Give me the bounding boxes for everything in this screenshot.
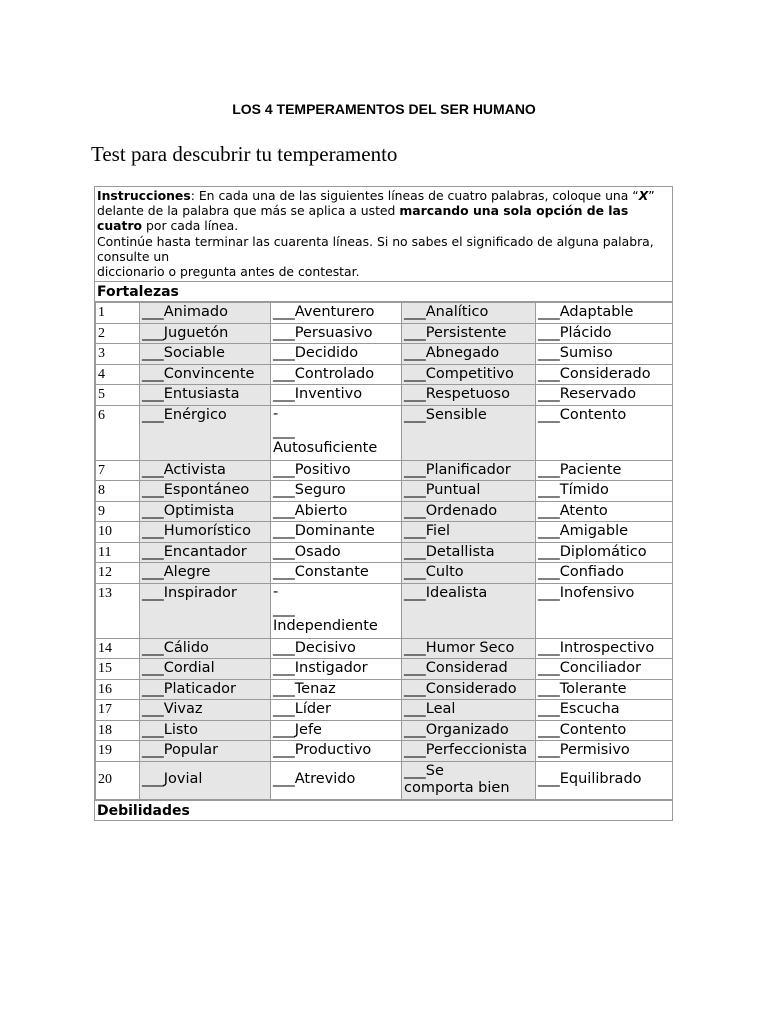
word-option[interactable]: ___Sumiso	[536, 344, 673, 365]
word-option[interactable]: ___Seguro	[271, 481, 402, 502]
row-number: 7	[96, 460, 140, 481]
word-option[interactable]: ___Diplomático	[536, 542, 673, 563]
word-option[interactable]: ___Persistente	[402, 323, 536, 344]
word-option[interactable]: ___Introspectivo	[536, 638, 673, 659]
word-option[interactable]: ___Líder	[271, 700, 402, 721]
word-option[interactable]: ___Cálido	[140, 638, 271, 659]
word-option[interactable]: ___Considerado	[536, 364, 673, 385]
test-table-frame	[94, 186, 673, 821]
word-option[interactable]: ___Animado	[140, 303, 271, 324]
table-row	[96, 679, 673, 700]
row-number: 17	[96, 700, 140, 721]
word-option[interactable]: ___Perfeccionista	[402, 741, 536, 762]
word-option[interactable]: ___Culto	[402, 563, 536, 584]
word-option[interactable]: ___Instigador	[271, 659, 402, 680]
word-option[interactable]: ___Encantador	[140, 542, 271, 563]
section-weaknesses: Debilidades	[95, 800, 672, 820]
word-option[interactable]: ___Juguetón	[140, 323, 271, 344]
word-option[interactable]: ___Contento	[536, 405, 673, 460]
word-option[interactable]: ___Considerad	[402, 659, 536, 680]
word-option[interactable]: ___Enérgico	[140, 405, 271, 460]
instructions-block	[95, 187, 672, 282]
word-option[interactable]: ___Humor Seco	[402, 638, 536, 659]
row-number: 5	[96, 385, 140, 406]
table-row	[96, 542, 673, 563]
table-row	[96, 700, 673, 721]
word-option[interactable]: ___Puntual	[402, 481, 536, 502]
word-option[interactable]: ___Abnegado	[402, 344, 536, 365]
word-option[interactable]: ___Atrevido	[271, 761, 402, 799]
row-number: 9	[96, 501, 140, 522]
word-option[interactable]: ___Entusiasta	[140, 385, 271, 406]
table-row	[96, 741, 673, 762]
row-number: 13	[96, 583, 140, 638]
row-number: 20	[96, 761, 140, 799]
row-number: 19	[96, 741, 140, 762]
word-option[interactable]: ___Ordenado	[402, 501, 536, 522]
word-option[interactable]: ___Permisivo	[536, 741, 673, 762]
word-option[interactable]: ___Espontáneo	[140, 481, 271, 502]
words-table-body	[96, 303, 673, 800]
row-number: 14	[96, 638, 140, 659]
table-row	[96, 501, 673, 522]
table-row	[96, 364, 673, 385]
word-option[interactable]: ___Platicador	[140, 679, 271, 700]
word-option[interactable]: ___Tímido	[536, 481, 673, 502]
word-option[interactable]: ___Fiel	[402, 522, 536, 543]
table-row	[96, 303, 673, 324]
word-option[interactable]: ___Amigable	[536, 522, 673, 543]
table-row	[96, 385, 673, 406]
word-option[interactable]: ___Se comporta bien	[402, 761, 536, 799]
instructions-label: Instrucciones	[97, 188, 191, 203]
row-number: 12	[96, 563, 140, 584]
word-option[interactable]: ___Adaptable	[536, 303, 673, 324]
word-option[interactable]: ___Listo	[140, 720, 271, 741]
word-option[interactable]: ___Convincente	[140, 364, 271, 385]
section-strengths: Fortalezas	[95, 282, 672, 302]
words-table	[95, 302, 673, 800]
instructions-x-mark: X	[638, 188, 649, 203]
word-option[interactable]: ___Escucha	[536, 700, 673, 721]
word-option[interactable]: ___Decidido	[271, 344, 402, 365]
row-number: 3	[96, 344, 140, 365]
document-title: LOS 4 TEMPERAMENTOS DEL SER HUMANO	[232, 101, 536, 117]
word-option[interactable]: ___Atento	[536, 501, 673, 522]
table-row	[96, 761, 673, 799]
word-option[interactable]: ___Aventurero	[271, 303, 402, 324]
word-option[interactable]: ___Inventivo	[271, 385, 402, 406]
word-option[interactable]: ___Optimista	[140, 501, 271, 522]
table-row	[96, 481, 673, 502]
row-number: 1	[96, 303, 140, 324]
word-option[interactable]: ___Contento	[536, 720, 673, 741]
word-option[interactable]: ___Persuasivo	[271, 323, 402, 344]
word-option[interactable]: ___Inspirador	[140, 583, 271, 638]
table-row	[96, 583, 673, 638]
word-option[interactable]: ___Activista	[140, 460, 271, 481]
word-option[interactable]: ___Considerado	[402, 679, 536, 700]
instructions-bold: marcando una sola opción de las cuatro	[97, 203, 629, 234]
word-option[interactable]: ___Productivo	[271, 741, 402, 762]
table-row	[96, 522, 673, 543]
word-option[interactable]: ___Paciente	[536, 460, 673, 481]
word-option[interactable]: ___Sociable	[140, 344, 271, 365]
row-number: 15	[96, 659, 140, 680]
instructions-text-3: por cada línea.	[142, 218, 239, 234]
row-number: 8	[96, 481, 140, 502]
word-option[interactable]: ___Reservado	[536, 385, 673, 406]
word-option[interactable]: - ___ Independiente	[271, 583, 402, 638]
table-row	[96, 720, 673, 741]
word-option[interactable]: ___Organizado	[402, 720, 536, 741]
table-row	[96, 323, 673, 344]
word-option[interactable]: ___Plácido	[536, 323, 673, 344]
word-option[interactable]: ___Analítico	[402, 303, 536, 324]
word-option[interactable]: ___Constante	[271, 563, 402, 584]
row-number: 2	[96, 323, 140, 344]
word-option[interactable]: ___Cordial	[140, 659, 271, 680]
table-row	[96, 659, 673, 680]
word-option[interactable]: ___Abierto	[271, 501, 402, 522]
word-option[interactable]: ___Tenaz	[271, 679, 402, 700]
instructions-text-1: : En cada una de las siguientes líneas de cuatro palabras, coloque una “	[190, 188, 639, 203]
table-row	[96, 563, 673, 584]
word-option[interactable]: ___Equilibrado	[536, 761, 673, 799]
instructions-line-3: diccionario o pregunta antes de contestar.	[97, 264, 360, 280]
word-option[interactable]: ___Positivo	[271, 460, 402, 481]
table-row	[96, 344, 673, 365]
word-option[interactable]: ___Inofensivo	[536, 583, 673, 638]
word-option[interactable]: - ___ Autosuficiente	[271, 405, 402, 460]
table-row	[96, 638, 673, 659]
row-number: 6	[96, 405, 140, 460]
row-number: 10	[96, 522, 140, 543]
word-option[interactable]: ___Tolerante	[536, 679, 673, 700]
table-row	[96, 405, 673, 460]
word-option[interactable]: ___Planificador	[402, 460, 536, 481]
word-option[interactable]: ___Jefe	[271, 720, 402, 741]
word-option[interactable]: ___Confiado	[536, 563, 673, 584]
word-option[interactable]: ___Osado	[271, 542, 402, 563]
word-option[interactable]: ___Dominante	[271, 522, 402, 543]
word-option[interactable]: ___Competitivo	[402, 364, 536, 385]
table-row	[96, 460, 673, 481]
row-number: 18	[96, 720, 140, 741]
word-option[interactable]: ___Jovial	[140, 761, 271, 799]
row-number: 4	[96, 364, 140, 385]
word-option[interactable]: ___Humorístico	[140, 522, 271, 543]
word-option[interactable]: ___Conciliador	[536, 659, 673, 680]
word-option[interactable]: ___Detallista	[402, 542, 536, 563]
row-number: 16	[96, 679, 140, 700]
word-option[interactable]: ___Sensible	[402, 405, 536, 460]
word-option[interactable]: ___Popular	[140, 741, 271, 762]
word-option[interactable]: ___Leal	[402, 700, 536, 721]
word-option[interactable]: ___Idealista	[402, 583, 536, 638]
instructions-text-2: ” delante de la palabra que más se aplica a usted	[97, 188, 655, 219]
row-number: 11	[96, 542, 140, 563]
word-option[interactable]: ___Respetuoso	[402, 385, 536, 406]
document-subtitle: Test para descubrir tu temperamento	[91, 142, 398, 166]
instructions-line-2: Continúe hasta terminar las cuarenta líneas. Si no sabes el significado de alguna palabra, consulte un	[97, 233, 654, 264]
word-option[interactable]: ___Alegre	[140, 563, 271, 584]
word-option[interactable]: ___Decisivo	[271, 638, 402, 659]
word-option[interactable]: ___Vivaz	[140, 700, 271, 721]
word-option[interactable]: ___Controlado	[271, 364, 402, 385]
